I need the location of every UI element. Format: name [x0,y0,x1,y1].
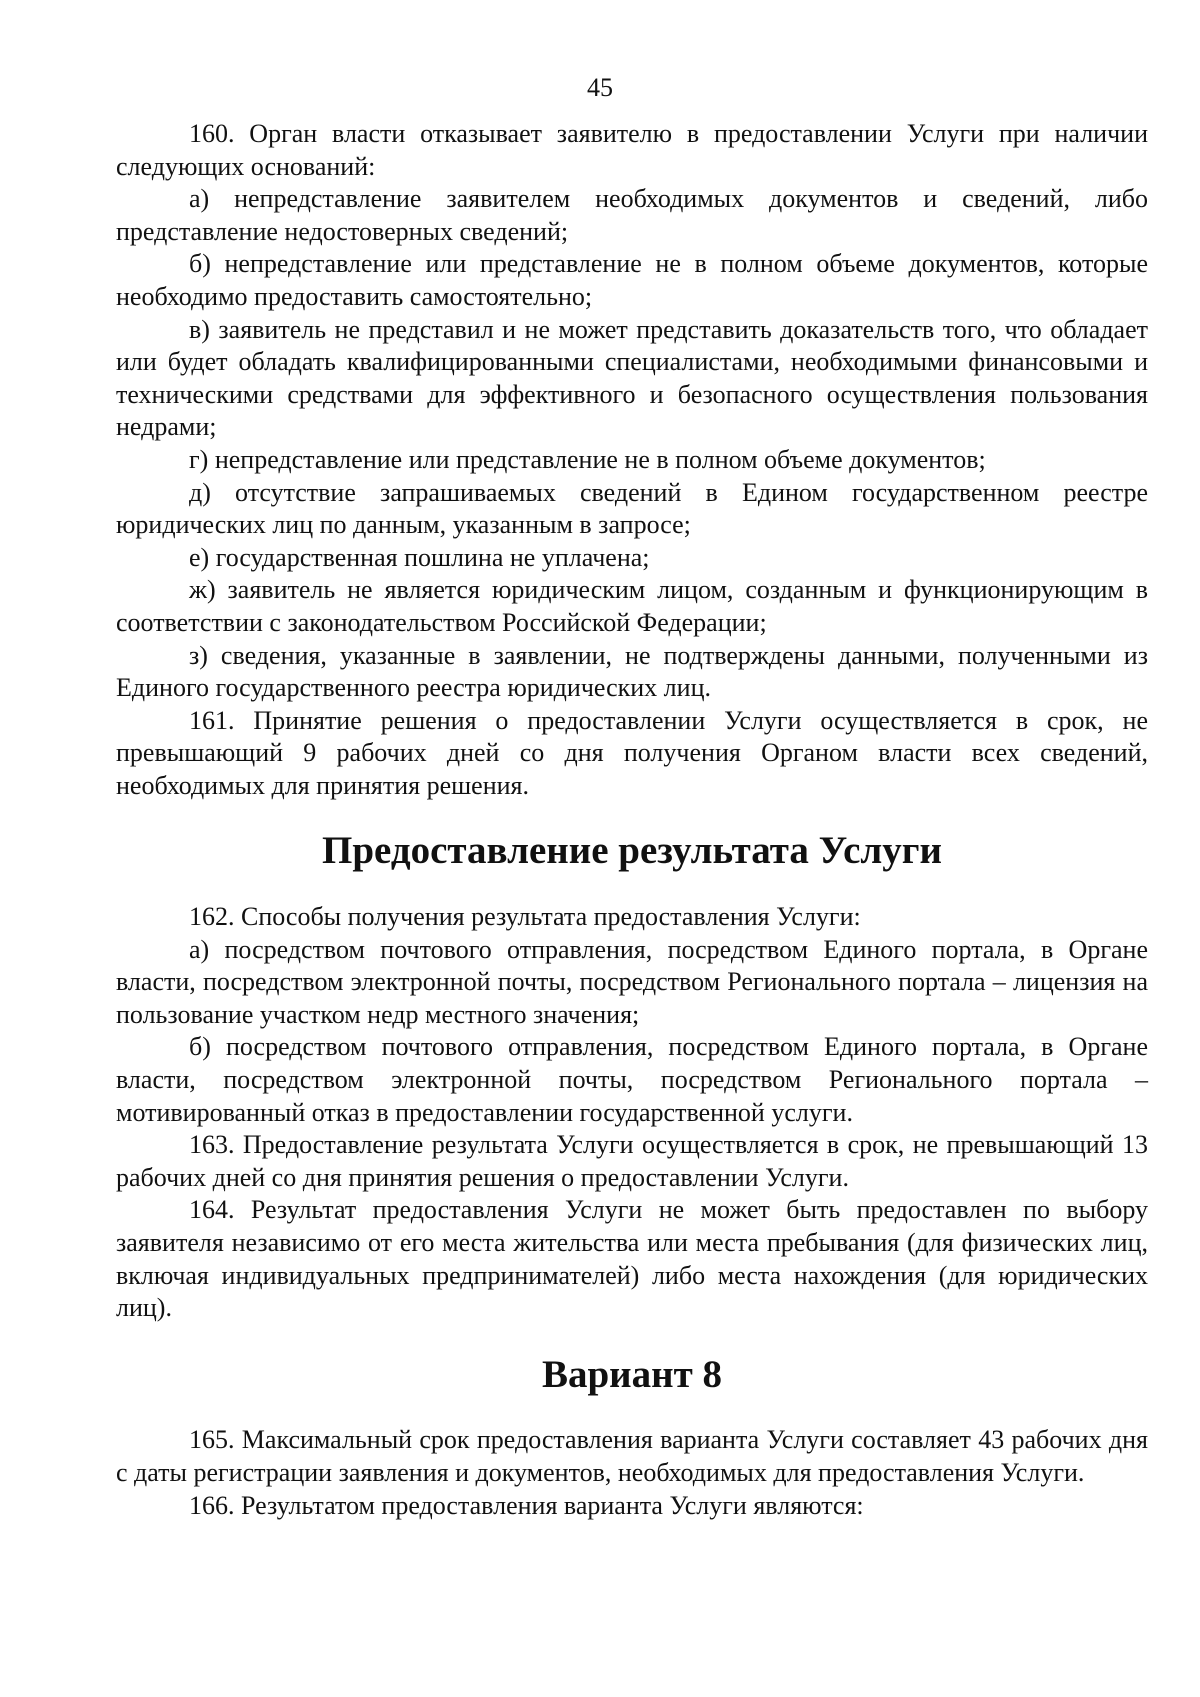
section-heading-variant: Вариант 8 [541,1352,723,1396]
section-heading-result: Предоставление результата Услуги [322,829,942,873]
list-item-e: е) государственная пошлина не уплачена; [189,542,650,572]
paragraph-163: 163. Предоставление результата Услуги осуществляется в срок, не превышающий 13 рабочих дней со дня принятия решения о предоставлении Услуги. [116,1130,1148,1192]
paragraph-164: 164. Результат предоставления Услуги не может быть предоставлен по выбору заявителя независимо от его места жительства или места пребывания (для физических лиц, включая индивидуальных предпринимателей) либо места нахождения (для юридических лиц). [116,1195,1148,1323]
list-item-v: в) заявитель не представил и не может представить доказательств того, что обладает или будет обладать квалифицированными специалистами, необходимыми финансовыми и техническими средствами для эффективного и безопасного осуществления пользования недрами; [116,314,1148,442]
list-item-a: а) непредставление заявителем необходимых документов и сведений, либо представление недостоверных сведений; [116,184,1148,246]
paragraph-160: 160. Орган власти отказывает заявителю в предоставлении Услуги при наличии следующих оснований: [116,119,1148,181]
list-item-b-result: б) посредством почтового отправления, посредством Единого портала, в Органе власти, посредством электронной почты, посредством Регионального портала – мотивированный отказ в предоставлении государственной услуги. [116,1032,1148,1127]
list-item-z: з) сведения, указанные в заявлении, не подтверждены данными, полученными из Единого государственного реестра юридических лиц. [116,640,1148,703]
list-item-b: б) непредставление или представление не в полном объеме документов, которые необходимо предоставить самостоятельно; [116,249,1148,311]
paragraph-162: 162. Способы получения результата предоставления Услуги: [189,902,861,932]
document-body [116,118,1148,1522]
page-number: 45 [587,73,613,102]
list-item-d: д) отсутствие запрашиваемых сведений в Едином государственном реестре юридических лиц по данным, указанным в запросе; [116,477,1148,540]
list-item-g: г) непредставление или представление не в полном объеме документов; [189,444,986,474]
paragraph-166: 166. Результатом предоставления варианта Услуги являются: [189,1490,864,1520]
list-item-zh: ж) заявитель не является юридическим лицом, созданным и функционирующим в соответствии с законодательством Российской Федерации; [116,575,1148,637]
paragraph-161: 161. Принятие решения о предоставлении Услуги осуществляется в срок, не превышающий 9 рабочих дней со дня получения Органом власти всех сведений, необходимых для принятия решения. [116,705,1148,800]
paragraph-165: 165. Максимальный срок предоставления варианта Услуги составляет 43 рабочих дня с даты регистрации заявления и документов, необходимых для предоставления Услуги. [116,1425,1148,1487]
list-item-a-result: а) посредством почтового отправления, посредством Единого портала, в Органе власти, посредством электронной почты, посредством Регионального портала – лицензия на пользование участком недр местного значения; [116,934,1148,1029]
